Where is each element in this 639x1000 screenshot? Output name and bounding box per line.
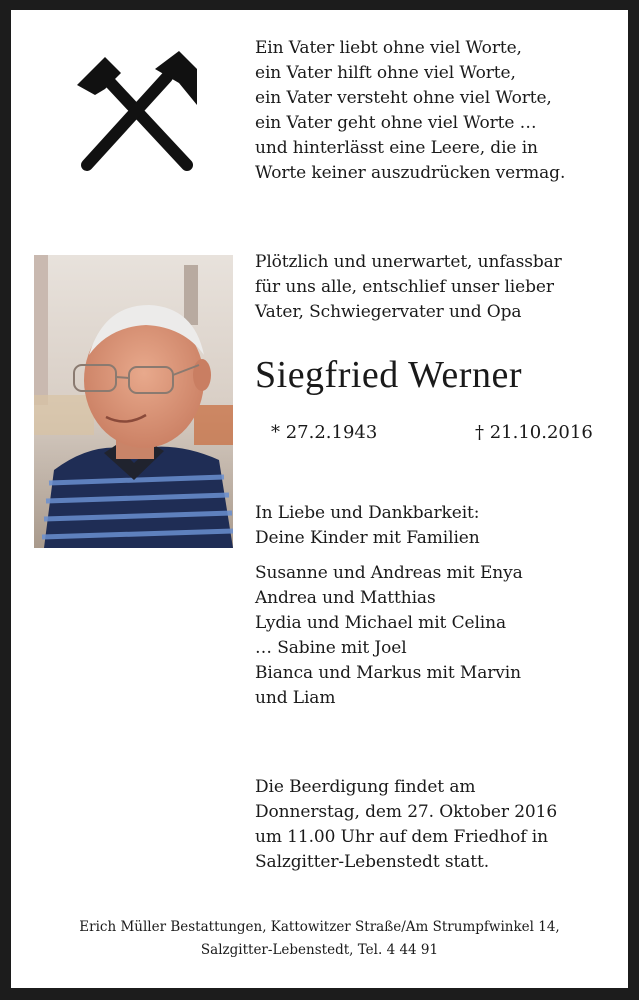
portrait-photo	[34, 255, 233, 548]
family-line: … Sabine mit Joel	[255, 638, 407, 658]
intro-text	[255, 250, 615, 325]
thanks-line: In Liebe und Dankbarkeit:	[255, 503, 480, 523]
family-line: Lydia und Michael mit Celina	[255, 613, 507, 633]
crossed-hammers-icon	[75, 47, 199, 173]
poem	[255, 36, 615, 186]
death-date: † 21.10.2016	[475, 422, 593, 443]
family-line: und Liam	[255, 688, 336, 708]
poem-line: und hinterlässt eine Leere, die in	[255, 138, 538, 158]
funeral-line: um 11.00 Uhr auf dem Friedhof in	[255, 827, 548, 847]
intro-line: für uns alle, entschlief unser lieber	[255, 277, 554, 297]
thanks-line: Deine Kinder mit Familien	[255, 528, 480, 548]
poem-line: ein Vater geht ohne viel Worte …	[255, 113, 537, 133]
family-line: Susanne und Andreas mit Enya	[255, 563, 523, 583]
footer-line: Erich Müller Bestattungen, Kattowitzer Straße/Am Strumpfwinkel 14,	[79, 919, 560, 935]
funeral-line: Donnerstag, dem 27. Oktober 2016	[255, 802, 558, 822]
intro-line: Vater, Schwiegervater und Opa	[255, 302, 522, 322]
poem-line: ein Vater hilft ohne viel Worte,	[255, 63, 516, 83]
undertaker-info	[11, 916, 628, 962]
family-list	[255, 561, 615, 711]
thanks-text	[255, 501, 615, 551]
family-line: Andrea und Matthias	[255, 588, 436, 608]
poem-line: Ein Vater liebt ohne viel Worte,	[255, 38, 522, 58]
footer-line: Salzgitter-Lebenstedt, Tel. 4 44 91	[200, 942, 439, 958]
poem-line: Worte keiner auszudrücken vermag.	[255, 163, 566, 183]
funeral-info	[255, 775, 615, 875]
deceased-name: Siegfried Werner	[255, 354, 522, 396]
funeral-line: Die Beerdigung findet am	[255, 777, 476, 797]
life-dates	[255, 420, 615, 448]
family-line: Bianca und Markus mit Marvin	[255, 663, 521, 683]
poem-line: ein Vater versteht ohne viel Worte,	[255, 88, 552, 108]
funeral-line: Salzgitter-Lebenstedt statt.	[255, 852, 490, 872]
birth-date: * 27.2.1943	[271, 422, 378, 443]
obituary-notice	[11, 10, 628, 988]
intro-line: Plötzlich und unerwartet, unfassbar	[255, 252, 562, 272]
